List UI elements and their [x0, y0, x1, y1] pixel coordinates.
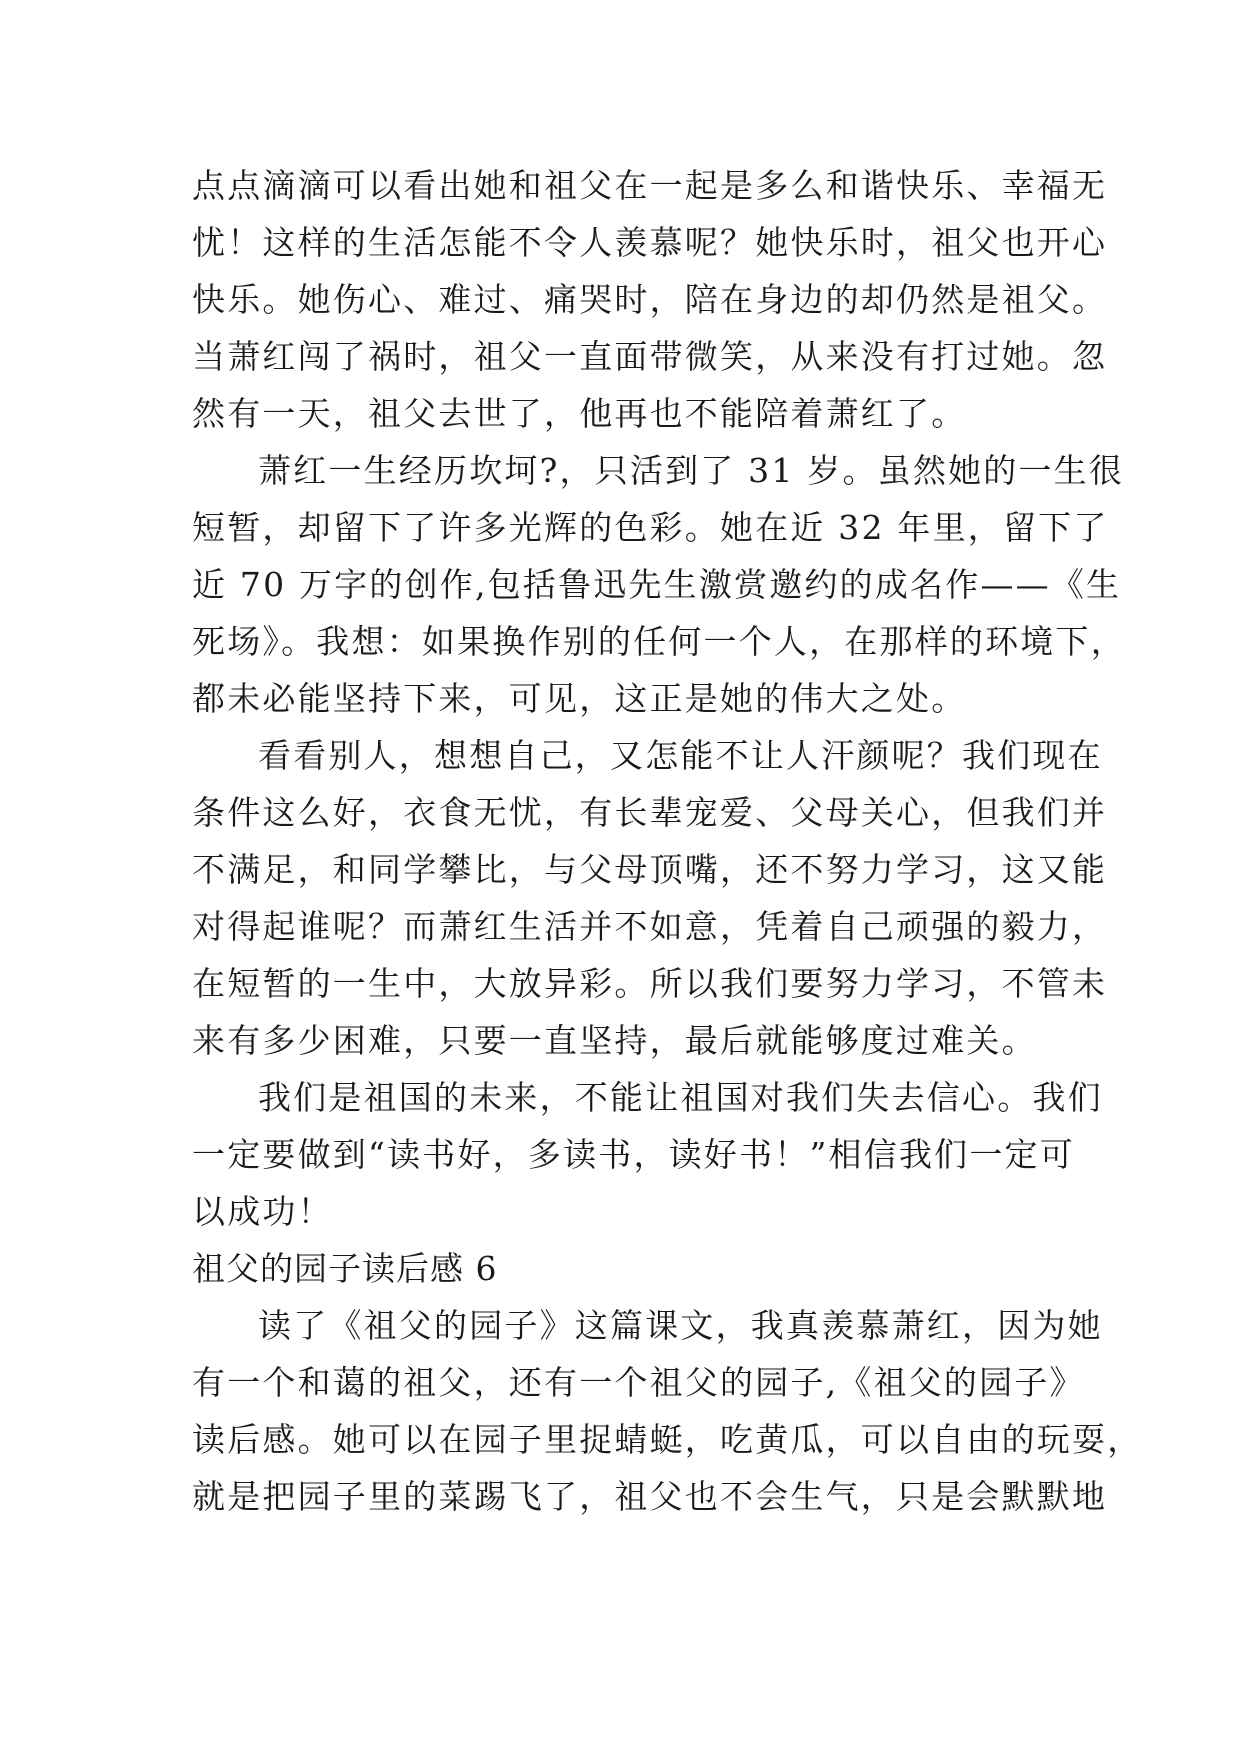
text-line-3: 快乐。她伤心、难过、痛哭时，陪在身边的却仍然是祖父。 [192, 280, 1108, 319]
text-line-14: 对得起谁呢？而萧红生活并不如意，凭着自己顽强的毅力， [192, 907, 1108, 946]
text-line-10: 都未必能坚持下来，可见，这正是她的伟大之处。 [192, 679, 967, 718]
text-line-16: 来有多少困难，只要一直坚持，最后就能够度过难关。 [192, 1021, 1037, 1060]
section-heading: 祖父的园子读后感 6 [192, 1249, 498, 1288]
text-line-8: 近 70 万字的创作,包括鲁迅先生激赏邀约的成名作——《生 [192, 565, 1122, 604]
text-line-5: 然有一天，祖父去世了，他再也不能陪着萧红了。 [192, 394, 967, 433]
text-line-2: 忧！这样的生活怎能不令人羡慕呢？她快乐时，祖父也开心 [192, 223, 1108, 262]
text-line-15: 在短暂的一生中，大放异彩。所以我们要努力学习，不管未 [192, 964, 1108, 1003]
paragraph-start-line: 我们是祖国的未来，不能让祖国对我们失去信心。我们 [258, 1078, 1103, 1117]
text-line-24: 就是把园子里的菜踢飞了，祖父也不会生气，只是会默默地 [192, 1477, 1108, 1516]
text-line-9: 死场》。我想：如果换作别的任何一个人，在那样的环境下， [192, 622, 1126, 661]
text-line-7: 短暂，却留下了许多光辉的色彩。她在近 32 年里，留下了 [192, 508, 1109, 547]
paragraph-start-line: 萧红一生经历坎坷?，只活到了 31 岁。虽然她的一生很 [258, 451, 1125, 490]
paragraph-start-line: 读了《祖父的园子》这篇课文，我真羡慕萧红，因为她 [258, 1306, 1103, 1345]
text-line-19: 以成功！ [192, 1192, 333, 1231]
text-line-13: 不满足，和同学攀比，与父母顶嘴，还不努力学习，这又能 [192, 850, 1108, 889]
paragraph-start-line: 看看别人，想想自己，又怎能不让人汗颜呢？我们现在 [258, 736, 1103, 775]
text-line-22: 有一个和蔼的祖父，还有一个祖父的园子,《祖父的园子》 [192, 1363, 1085, 1402]
text-line-18: 一定要做到“读书好，多读书，读好书！”相信我们一定可 [192, 1135, 1075, 1174]
text-line-23: 读后感。她可以在园子里捉蜻蜓，吃黄瓜，可以自由的玩耍， [192, 1420, 1143, 1459]
text-line-1: 点点滴滴可以看出她和祖父在一起是多么和谐快乐、幸福无 [192, 166, 1108, 205]
text-line-12: 条件这么好，衣食无忧，有长辈宠爱、父母关心，但我们并 [192, 793, 1108, 832]
text-line-4: 当萧红闯了祸时，祖父一直面带微笑，从来没有打过她。忽 [192, 337, 1108, 376]
